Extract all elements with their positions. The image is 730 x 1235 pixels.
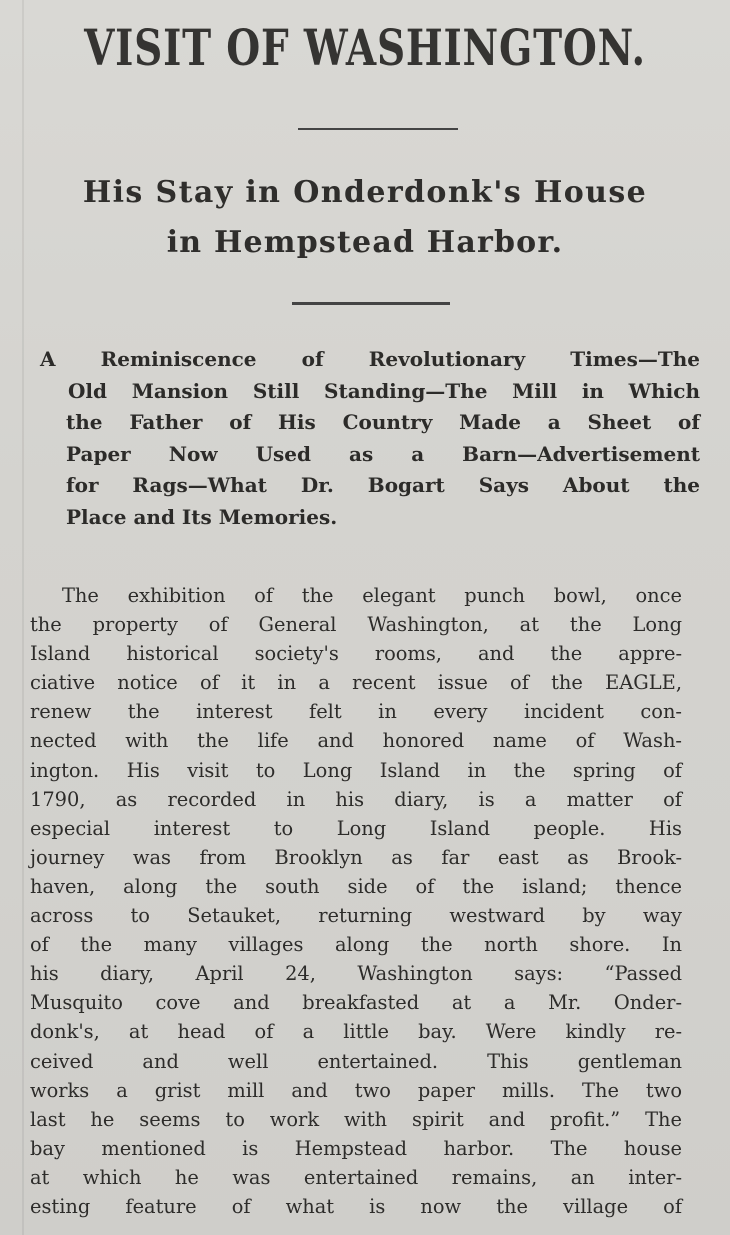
body-line: ington. His visit to Long Island in the spring of [30, 758, 682, 782]
body-line: across to Setauket, returning westward by way [30, 904, 682, 928]
body-line: esting feature of what is now the village of [30, 1194, 682, 1218]
article-body [30, 581, 682, 1221]
fold-shadow [22, 0, 24, 1235]
body-line: ceived and well entertained. This gentleman [30, 1049, 682, 1073]
body-line: Musquito cove and breakfasted at a Mr. Onder- [30, 991, 682, 1015]
body-line: at which he was entertained remains, an inter- [30, 1165, 682, 1189]
deck-summary [40, 344, 700, 533]
body-line: 1790, as recorded in his diary, is a matter of [30, 787, 682, 811]
divider-rule [298, 128, 458, 130]
body-line: Island historical society's rooms, and the appre- [30, 642, 682, 666]
body-line: his diary, April 24, Washington says: “Passed [30, 962, 682, 986]
deck-line: Paper Now Used as a Barn—Advertisement [66, 441, 700, 466]
body-line: renew the interest felt in every incident con- [30, 700, 682, 724]
body-line: last he seems to work with spirit and profit.” The [30, 1107, 682, 1131]
body-line: donk's, at head of a little bay. Were kindly re- [30, 1020, 682, 1044]
body-line: works a grist mill and two paper mills. The two [30, 1078, 682, 1102]
deck-line: the Father of His Country Made a Sheet of [66, 410, 700, 434]
body-line: journey was from Brooklyn as far east as Brook- [30, 845, 682, 869]
subheadline-line-2: in Hempstead Harbor. [166, 225, 564, 260]
deck-line: A Reminiscence of Revolutionary Times—The [40, 347, 700, 371]
body-line: nected with the life and honored name of Wash- [30, 729, 682, 753]
body-line: of the many villages along the north shore. In [30, 933, 682, 957]
headline: VISIT OF WASHINGTON. [84, 18, 646, 77]
body-line: haven, along the south side of the island; thence [30, 874, 682, 898]
body-line: bay mentioned is Hempstead harbor. The house [30, 1136, 682, 1160]
deck-line: Old Mansion Still Standing—The Mill in Which [68, 378, 700, 403]
body-line: especial interest to Long Island people. His [30, 816, 682, 840]
subheadline-line-1: His Stay in Onderdonk's House [82, 175, 648, 210]
divider-rule [292, 302, 450, 305]
body-line: ciative notice of it in a recent issue of the EAGLE, [30, 671, 682, 695]
body-line: the property of General Washington, at the Long [30, 613, 682, 637]
body-line: The exhibition of the elegant punch bowl, once [62, 584, 682, 607]
deck-line: Place and Its Memories. [66, 504, 338, 529]
deck-line: for Rags—What Dr. Bogart Says About the [66, 473, 700, 497]
